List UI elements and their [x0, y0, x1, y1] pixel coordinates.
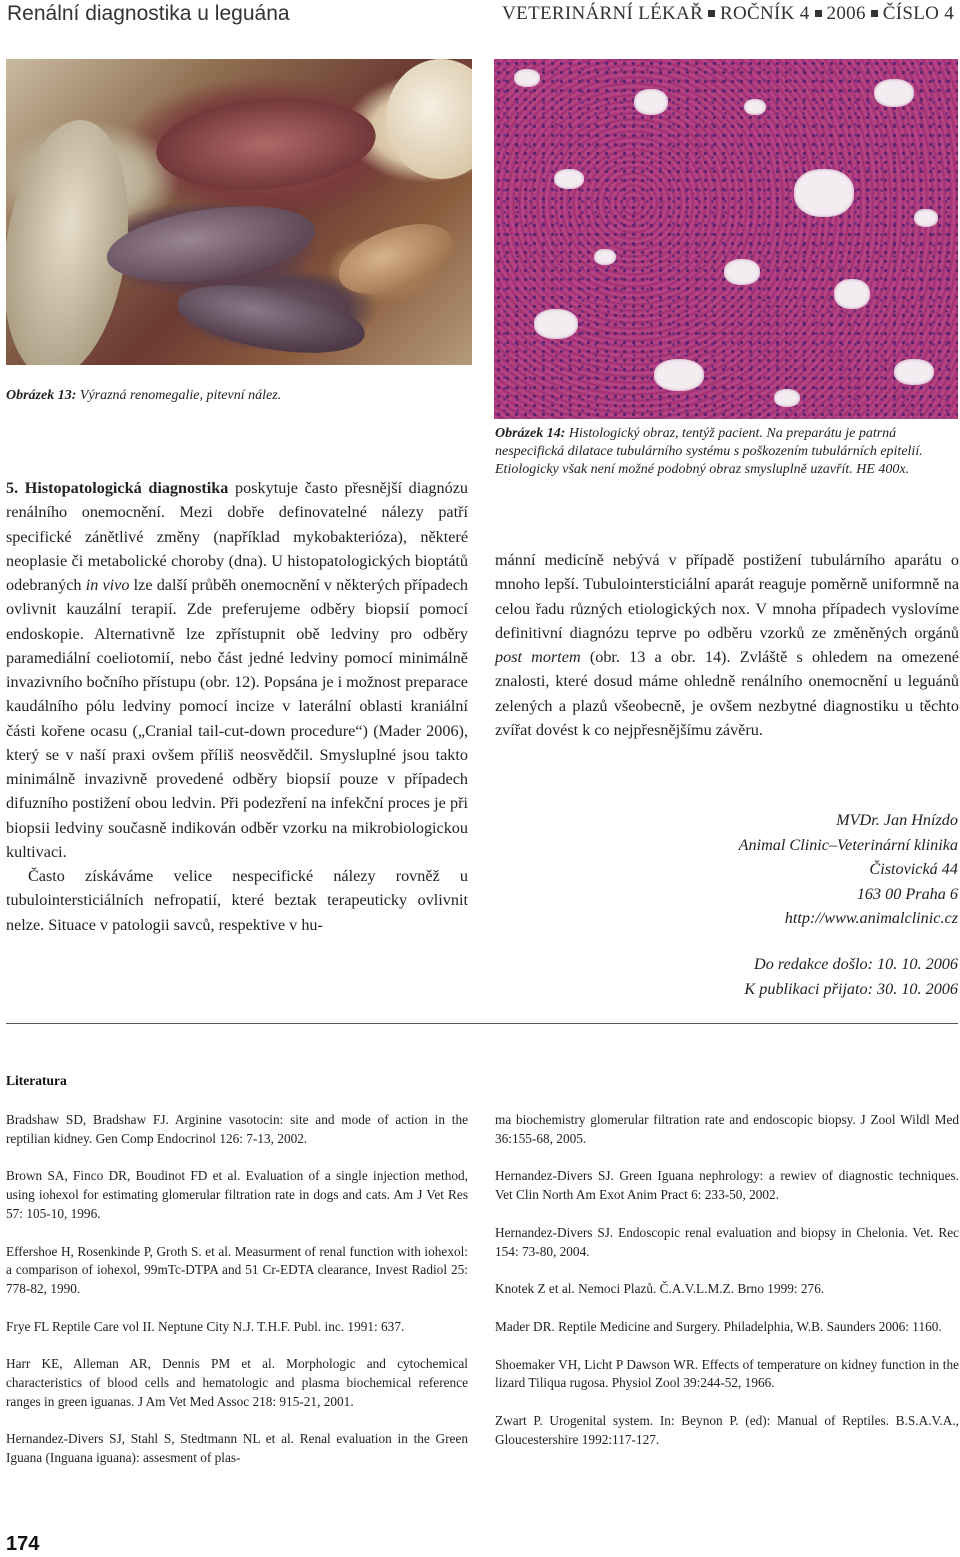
figure-14-histology-photo — [494, 59, 958, 419]
references-column-left — [6, 1111, 468, 1487]
reference-item: Shoemaker VH, Licht P Dawson WR. Effects of temperature on kidney function in the lizard Tiliqua rugosa. Physiol Zool 39:244-52, 1966. — [495, 1356, 959, 1391]
references-column-right — [495, 1111, 959, 1468]
journal-name: VETERINÁRNÍ LÉKAŘ — [502, 3, 704, 24]
journal-header — [502, 3, 954, 25]
figure-13-caption-text: Výrazná renomegalie, pitevní nález. — [76, 388, 282, 403]
article-title-header: Renální diagnostika u leguána — [7, 2, 290, 25]
page-number: 174 — [6, 1533, 40, 1555]
reference-item: Harr KE, Alleman AR, Dennis PM et al. Morphologic and cytochemical characteristics of blood cells and hematologic and plasma biochemical reference ranges in green iguanas. J Am Vet Med Assoc 218: 915-21, 2001. — [6, 1356, 468, 1409]
paragraph-tubulointerstitial: Často získáváme velice nespecifické nálezy rovněž u tubulointersticiálních nefropatií, které beztak terapeuticky ovlivnit nelze. Situace v patologii savců, respektive v hu- — [6, 867, 468, 934]
paragraph-text: mánní medicíně nebývá v případě postižení tubulárního aparátu o mnoho lepší. Tubulointersticiální aparát reaguje poměrně uniformně na celou řadu různých etiologických nox. V mnoha případech vyslovíme definitivní diagnózu teprve po odběru vzorků ze změněných orgánů — [495, 551, 959, 642]
paragraph-text: (obr. 13 a obr. 14). Zvláště s ohledem na omezené znalosti, které dosud máme ohledně renálního onemocnění u leguánů zelených a plazů všeobecně, je ovšem nezbytné diagnostiku u těchto zvířat dovést k co nejpřesnějšímu závěru. — [495, 648, 959, 740]
journal-year: 2006 — [826, 3, 866, 24]
figure-13-label: Obrázek 13: — [6, 388, 77, 403]
journal-volume: ROČNÍK 4 — [720, 3, 810, 24]
reference-item: ma biochemistry glomerular filtration rate and endoscopic biopsy. J Zool Wildl Med 36:155-68, 2005. — [495, 1112, 959, 1146]
section-divider — [6, 1023, 958, 1024]
reference-item: Zwart P. Urogenital system. In: Beynon P. (ed): Manual of Reptiles. B.S.A.V.A., Gloucestershire 1992:117-127. — [495, 1413, 959, 1447]
figure-13-caption — [6, 388, 281, 404]
author-name: MVDr. Jan Hnízdo — [836, 811, 958, 829]
figure-14-label: Obrázek 14: — [495, 426, 566, 441]
figure-14-caption — [495, 425, 959, 479]
paragraph-text: lze další průběh onemocnění v některých případech ovlivnit kauzální terapií. Zde preferujeme odběry biopsií pomocí endoskopie. Alternativně lze zpřístupnit obě ledviny pro odběry paramediální coeliotomií, nebo část jedné ledviny pomocí minimálně invazivního bočního přístupu (obr. 12). Popsána je i možnost preparace kaudálního pólu ledviny pomocí incize v laterální oblasti kraniální části kořene ocasu („Cranial tail-cut-down procedure“) (Mader 2006), který se v naší praxi ovšem příliš neosvědčil. Smysluplné jsou takto minimálně invazivně provedené odběry biopsií pouze v případech difuzního postižení obou ledvin. Při podezření na infekční proces je při biopsii ledviny současně indikován odběr vzorku na mikrobiologickou kultivaci. — [6, 576, 468, 861]
author-city: 163 00 Praha 6 — [856, 884, 958, 903]
paragraph-continuation — [495, 548, 959, 742]
journal-issue: ČÍSLO 4 — [882, 3, 954, 24]
paragraph-histopathology — [6, 476, 468, 864]
reference-item: Brown SA, Finco DR, Boudinot FD et al. Evaluation of a single injection method, using iohexol for estimating glomerular filtration rate in dogs and cats. Am J Vet Res 57: 105-10, 1996. — [6, 1168, 468, 1221]
author-street: Čistovická 44 — [869, 860, 958, 878]
accepted-date: K publikaci přijato: 30. 10. 2006 — [744, 979, 958, 998]
separator-square-icon — [708, 10, 715, 17]
reference-item: Hernandez-Divers SJ. Endoscopic renal evaluation and biopsy in Chelonia. Vet. Rec 154: 73-80, 2004. — [495, 1224, 959, 1259]
figure-14-caption-text: Histologický obraz, tentýž pacient. Na preparátu je patrná nespecifická dilatace tubulárního systému s poškozením tubulárních epitelií. Etiologicky však není možné podobný obraz smysluplně uzavřít. HE 400x. — [495, 426, 923, 477]
section-heading: 5. Histopatologická diagnostika — [6, 479, 229, 497]
author-clinic: Animal Clinic–Veterinární klinika — [738, 835, 958, 854]
separator-square-icon — [815, 10, 822, 17]
reference-item: Hernandez-Divers SJ, Stahl S, Stedtmann NL et al. Renal evaluation in the Green Iguana (Inguana iguana): assesment of plas- — [6, 1431, 468, 1466]
received-dates — [744, 952, 958, 1001]
figure-13-dissection-photo — [6, 59, 472, 365]
paragraph-text: poskytuje často přesnější diagnózu renálního onemocnění. Mezi dobře definovatelné nálezy patří specifické zánětlivé změny (například mykobakterióza), některé neoplasie či metabolické choroby (dna). U histopatologických bioptátů odebraných — [6, 479, 468, 594]
body-column-right — [495, 548, 959, 742]
author-url[interactable]: http://www.animalclinic.cz — [784, 909, 958, 927]
body-column-left — [6, 476, 468, 937]
reference-item: Bradshaw SD, Bradshaw FJ. Arginine vasotocin: site and mode of action in the reptilian kidney. Gen Comp Endocrinol 126: 7-13, 2002. — [6, 1112, 468, 1146]
reference-item: Frye FL Reptile Care vol II. Neptune City N.J. T.H.F. Publ. inc. 1991: 637. — [6, 1318, 405, 1334]
author-signature — [739, 808, 958, 931]
received-date: Do redakce došlo: 10. 10. 2006 — [754, 955, 958, 973]
separator-square-icon — [871, 10, 878, 17]
reference-item: Mader DR. Reptile Medicine and Surgery. Philadelphia, W.B. Saunders 2006: 1160. — [495, 1318, 942, 1334]
paragraph-italic: post mortem — [495, 648, 581, 667]
paragraph-italic: in vivo — [85, 576, 130, 594]
reference-item: Effershoe H, Rosenkinde P, Groth S. et al. Measurment of renal function with iohexol: a comparison of iohexol, 99mTc-DTPA and 51 Cr-EDTA clearance, Invest Radiol 25: 778-82, 1990. — [6, 1243, 468, 1296]
reference-item: Knotek Z et al. Nemoci Plazů. Č.A.V.L.M.Z. Brno 1999: 276. — [495, 1281, 825, 1297]
running-header — [0, 0, 960, 30]
literature-heading: Literatura — [6, 1073, 67, 1088]
reference-item: Hernandez-Divers SJ. Green Iguana nephrology: a rewiev of diagnostic techniques. Vet Clin North Am Exot Anim Pract 6: 233-50, 2002. — [495, 1168, 959, 1203]
